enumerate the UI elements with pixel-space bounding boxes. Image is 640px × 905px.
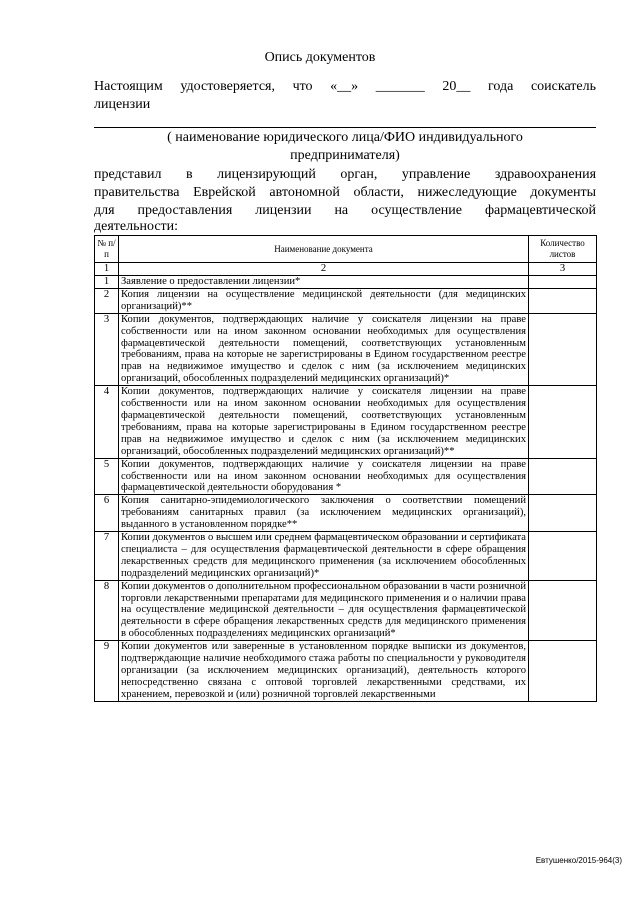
body-word: фармацевтической <box>484 203 597 218</box>
intro-word: Настоящим <box>94 79 163 94</box>
body-line-4: деятельности: <box>94 219 179 234</box>
body-word: здравоохранения <box>494 167 597 182</box>
row-number: 3 <box>95 313 119 385</box>
documents-table <box>94 235 597 702</box>
row-number: 4 <box>95 386 119 458</box>
body-word: управление <box>401 167 471 182</box>
date-month-blank: _______ <box>375 79 425 94</box>
applicant-caption-line-2: предпринимателя) <box>290 148 400 163</box>
row-document-name: Копия лицензии на осуществление медицинской деятельности (для медицинских организаций)** <box>119 288 529 313</box>
header-num: № п/п <box>95 236 119 263</box>
column-index-row <box>95 263 597 276</box>
intro-word: удостоверяется, <box>180 79 275 94</box>
row-sheet-count <box>529 580 597 641</box>
table-row <box>95 580 597 641</box>
body-word: на <box>334 203 349 218</box>
row-document-name: Копии документов, подтверждающих наличие у соискателя лицензии на праве собственности или на ином законном основании необходимых для осуществления фармацевтической деятельности оборудования * <box>119 458 529 495</box>
document-footer-code: Евтушенко/2015-964(3) <box>535 856 622 865</box>
body-word: представил <box>94 167 162 182</box>
date-year-blank: 20__ <box>442 79 471 94</box>
row-sheet-count <box>529 288 597 313</box>
row-number: 9 <box>95 641 119 702</box>
row-number: 6 <box>95 495 119 532</box>
row-document-name: Копии документов о высшем или среднем фармацевтическом образовании и сертификата специалиста – для осуществления фармацевтической деятельности в сфере обращения лекарственных средств для медицинского применения (за исключением обособленных подразделений медицинских организаций)* <box>119 532 529 581</box>
body-word: автономной <box>269 185 340 200</box>
row-document-name: Копии документов о дополнительном профессиональном образовании в части розничной торговли лекарственными препаратами для медицинского применения и о наличии права на осуществление медицинской деятельности – для осуществления фармацевтической деятельности в сфере обращения лекарственных средств для медицинского применения в обособленных подразделениях медицинских организаций* <box>119 580 529 641</box>
body-word: в <box>185 167 193 182</box>
applicant-caption-line-1: ( наименование юридического лица/ФИО индивидуального <box>167 130 523 145</box>
index-cell: 1 <box>95 263 119 276</box>
applicant-name-blank-line <box>94 127 596 128</box>
row-sheet-count <box>529 386 597 458</box>
row-document-name: Копия санитарно-эпидемиологического заключения о соответствии помещений требованиям санитарных правил (за исключением медицинских организаций), выданного в установленном порядке** <box>119 495 529 532</box>
body-word: документы <box>530 185 597 200</box>
body-word: для <box>94 203 115 218</box>
row-number: 2 <box>95 288 119 313</box>
date-day-blank: «__» <box>330 79 359 94</box>
index-cell: 2 <box>119 263 529 276</box>
intro-line-2: лицензии <box>94 97 151 112</box>
row-sheet-count <box>529 495 597 532</box>
header-qty: Количество листов <box>529 236 597 263</box>
row-sheet-count <box>529 276 597 289</box>
index-cell: 3 <box>529 263 597 276</box>
table-row <box>95 386 597 458</box>
document-title: Опись документов <box>264 50 376 65</box>
body-word: нижеследующие <box>417 185 517 200</box>
row-document-name: Копии документов или заверенные в установленном порядке выписки из документов, подтверждающие наличие необходимого стажа работы по специальности у руководителя организации (за исключением медицинских организаций), деятельность которого непосредственно связана с оптовой торговлей лекарственными средствами, их хранением, перевозкой и (или) розничной торговлей лекарственными <box>119 641 529 702</box>
row-sheet-count <box>529 641 597 702</box>
body-word: орган, <box>340 167 378 182</box>
table-row <box>95 313 597 385</box>
body-word: области, <box>353 185 404 200</box>
row-sheet-count <box>529 458 597 495</box>
intro-word: соискатель <box>530 79 597 94</box>
header-name: Наименование документа <box>119 236 529 263</box>
intro-word: что <box>292 79 313 94</box>
row-number: 7 <box>95 532 119 581</box>
table-row <box>95 288 597 313</box>
intro-word: года <box>488 79 514 94</box>
body-line-2 <box>94 184 596 202</box>
row-sheet-count <box>529 313 597 385</box>
body-word: осуществление <box>371 203 463 218</box>
row-document-name: Копии документов, подтверждающих наличие у соискателя лицензии на праве собственности или на ином законном основании необходимых для осуществления фармацевтической деятельности помещений, соответствующих установленным требованиям, права на которые не зарегистрированы в Едином государственном реестре прав на недвижимое имущество и сделок с ним (за исключением медицинских организаций, обособленных подразделений медицинских организаций)* <box>119 313 529 385</box>
table-row <box>95 276 597 289</box>
row-number: 5 <box>95 458 119 495</box>
body-word: правительства <box>94 185 180 200</box>
table-row <box>95 532 597 581</box>
body-line-1 <box>94 166 596 184</box>
row-number: 1 <box>95 276 119 289</box>
body-word: лицензирующий <box>217 167 316 182</box>
body-word: предоставления <box>137 203 233 218</box>
row-number: 8 <box>95 580 119 641</box>
table-row <box>95 495 597 532</box>
table-header-row <box>95 236 597 263</box>
body-word: лицензии <box>255 203 312 218</box>
row-document-name: Копии документов, подтверждающих наличие у соискателя лицензии на праве собственности или на ином законном основании необходимых для осуществления фармацевтической деятельности помещений, соответствующих установленным требованиям, права на которые зарегистрированы в Едином государственном реестре прав на недвижимое имущество и сделок с ним (за исключением медицинских организаций, обособленных подразделений медицинских организаций)** <box>119 386 529 458</box>
row-document-name: Заявление о предоставлении лицензии* <box>119 276 529 289</box>
table-row <box>95 641 597 702</box>
table-row <box>95 458 597 495</box>
intro-line-1 <box>94 78 596 96</box>
row-sheet-count <box>529 532 597 581</box>
body-word: Еврейской <box>193 185 256 200</box>
